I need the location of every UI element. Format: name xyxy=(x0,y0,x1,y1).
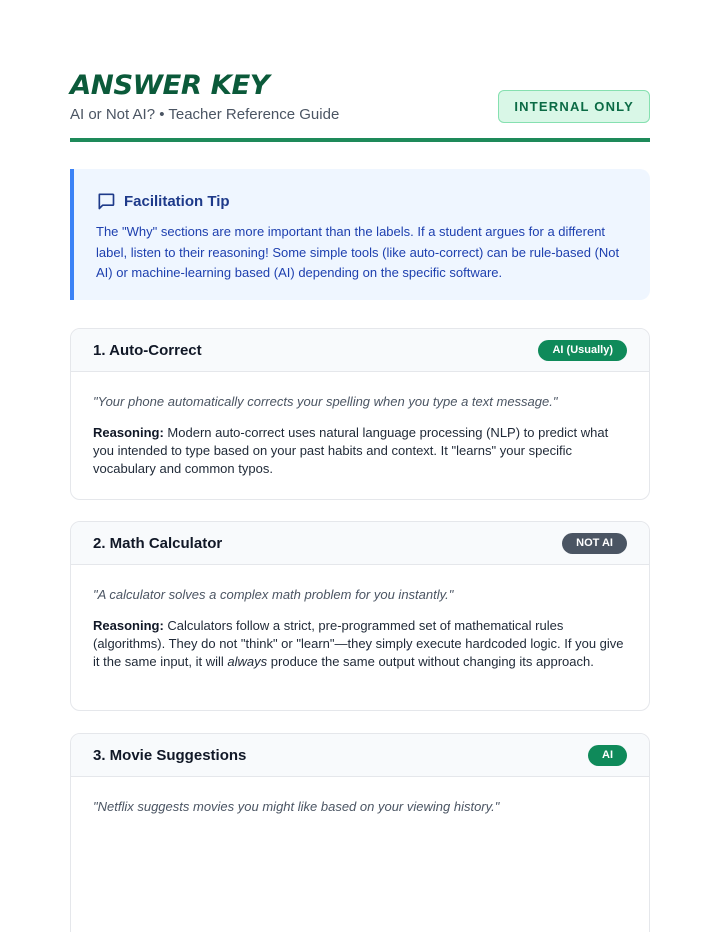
answer-card-auto-correct xyxy=(70,328,650,500)
card-body xyxy=(71,565,649,671)
tip-body: The "Why" sections are more important than the labels. If a student argues for a different label, listen to their reasoning! Some simple tools (like auto-correct) can be rule-based (Not AI) or machine-learning based (AI) depending on the specific software. xyxy=(96,224,620,280)
scenario-quote: "A calculator solves a complex math problem for you instantly." xyxy=(93,587,454,602)
facilitation-tip-box xyxy=(70,169,650,300)
scenario-quote: "Netflix suggests movies you might like based on your viewing history." xyxy=(93,799,500,814)
card-body xyxy=(71,777,649,816)
ai-usually-badge: AI (Usually) xyxy=(538,340,627,361)
card-header xyxy=(71,329,649,372)
reasoning-label: Reasoning: xyxy=(93,618,164,633)
answer-card-math-calculator xyxy=(70,521,650,711)
page-header xyxy=(70,70,650,142)
card-header xyxy=(71,522,649,565)
tip-header xyxy=(96,189,628,213)
reasoning-content-start: Calculators follow a strict, pre-programmed set of mathematical rules (algorithms). They do not "think" or "learn"—they simply execute hardcoded logic. If you give it the same input, it will xyxy=(93,618,624,669)
card-title: 2. Math Calculator xyxy=(93,534,223,552)
not-ai-badge: NOT AI xyxy=(562,533,627,554)
card-title: 3. Movie Suggestions xyxy=(93,746,247,764)
internal-only-badge: INTERNAL ONLY xyxy=(498,90,650,123)
reasoning-content-end: produce the same output without changing its approach. xyxy=(270,654,594,669)
scenario-quote: "Your phone automatically corrects your spelling when you type a text message." xyxy=(93,394,558,409)
reasoning-content: Modern auto-correct uses natural language processing (NLP) to predict what you intended to type based on your past habits and context. It "learns" your specific vocabulary and common typos. xyxy=(93,425,609,476)
answer-card-movie-suggestions xyxy=(70,733,650,932)
reasoning-label: Reasoning: xyxy=(93,425,164,440)
card-header xyxy=(71,734,649,777)
reasoning-text xyxy=(93,617,627,671)
reasoning-text xyxy=(93,424,627,478)
page-subtitle: AI or Not AI? • Teacher Reference Guide xyxy=(70,106,340,123)
ai-badge: AI xyxy=(588,745,627,766)
card-title: 1. Auto-Correct xyxy=(93,341,202,359)
card-body xyxy=(71,372,649,478)
page-title: ANSWER KEY xyxy=(70,70,270,101)
tip-title: Facilitation Tip xyxy=(124,192,230,210)
message-square-icon xyxy=(96,191,116,211)
reasoning-emphasis: always xyxy=(227,654,268,669)
